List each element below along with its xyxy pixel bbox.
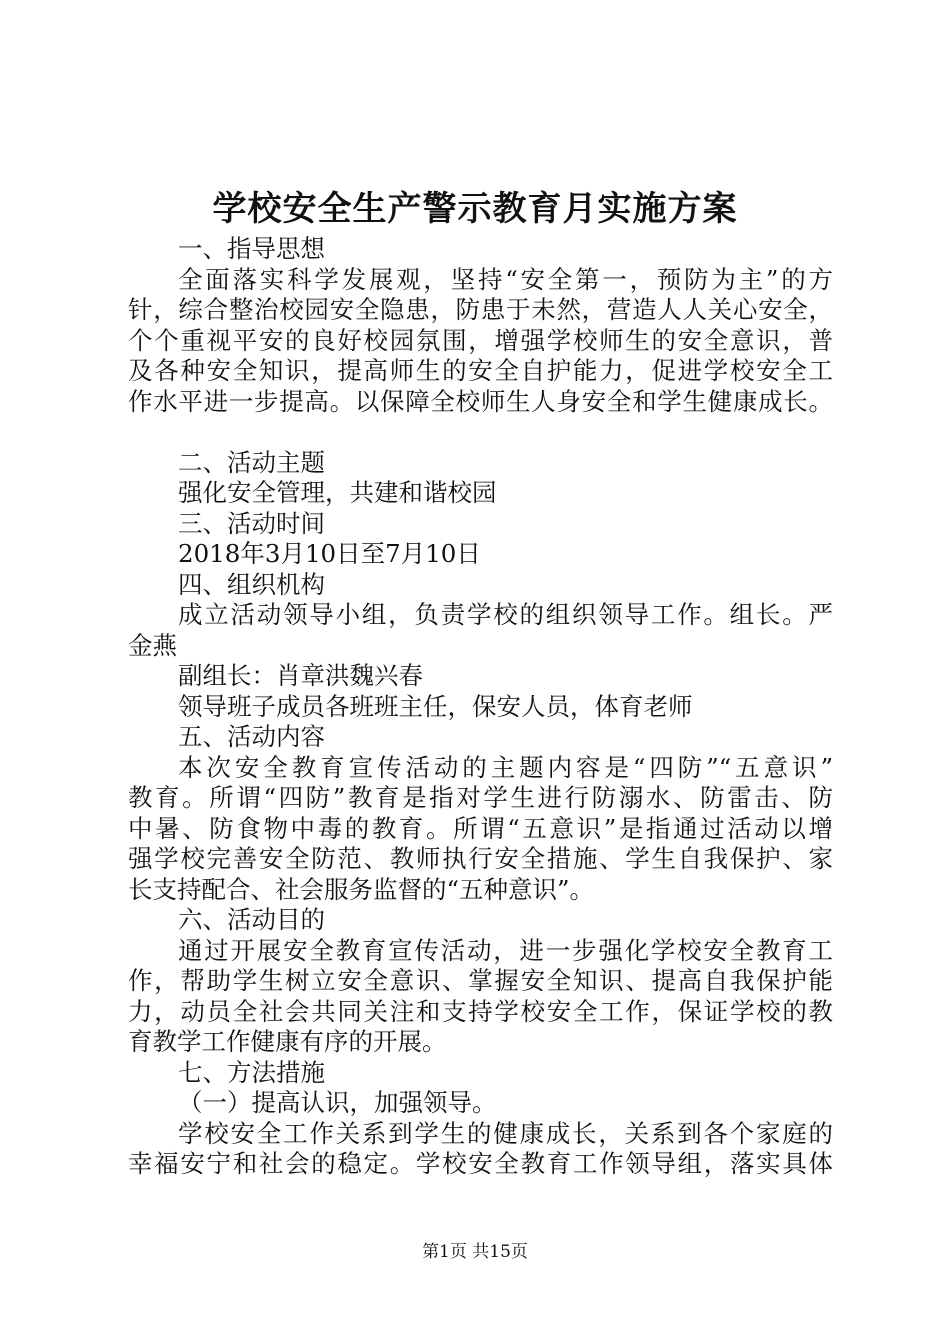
paragraph-line: 幸福安宁和社会的稳定。学校安全教育工作领导组，落实具体 xyxy=(128,1149,833,1178)
page-number: 第1页 共15页 xyxy=(422,1242,528,1262)
paragraph-line: 强化安全管理，共建和谐校园 xyxy=(178,478,497,507)
paragraph-line: 教育。所谓“四防”教育是指对学生进行防溺水、防雷击、防 xyxy=(128,783,833,812)
document-body xyxy=(128,234,833,1180)
section-heading-methods: 七、方法措施 xyxy=(178,1057,325,1087)
document-title: 学校安全生产警示教育月实施方案 xyxy=(212,189,738,229)
section-heading-organization: 四、组织机构 xyxy=(178,569,325,599)
paragraph-line: 长支持配合、社会服务监督的“五种意识”。 xyxy=(128,874,595,904)
paragraph-line: 领导班子成员各班班主任，保安人员，体育老师 xyxy=(178,691,693,721)
paragraph-line: 学校安全工作关系到学生的健康成长，关系到各个家庭的 xyxy=(178,1118,833,1148)
section-heading-activity-content: 五、活动内容 xyxy=(178,722,325,751)
section-heading-activity-purpose: 六、活动目的 xyxy=(178,905,325,934)
subsection-heading: （一）提高认识，加强领导。 xyxy=(178,1088,497,1117)
blank-line xyxy=(128,417,833,448)
paragraph-line: 通过开展安全教育宣传活动，进一步强化学校安全教育工 xyxy=(178,935,833,965)
paragraph-line: 金燕 xyxy=(128,630,177,660)
paragraph-line: 个个重视平安的良好校园氛围，增强学校师生的安全意识，普 xyxy=(128,325,833,355)
section-heading-activity-theme: 二、活动主题 xyxy=(178,447,325,477)
paragraph-line: 及各种安全知识，提高师生的安全自护能力，促进学校安全工 xyxy=(128,356,833,385)
paragraph-line: 力，动员全社会共同关注和支持学校安全工作，保证学校的教 xyxy=(128,996,833,1026)
section-heading-activity-time: 三、活动时间 xyxy=(178,508,325,538)
paragraph-line: 本次安全教育宣传活动的主题内容是“四防”“五意识” xyxy=(178,752,833,782)
paragraph-line: 2018年3月10日至7月10日 xyxy=(178,539,481,568)
paragraph-line: 强学校完善安全防范、教师执行安全措施、学生自我保护、家 xyxy=(128,844,833,873)
paragraph-line: 作，帮助学生树立安全意识、掌握安全知识、提高自我保护能 xyxy=(128,966,833,995)
paragraph-line: 针，综合整治校园安全隐患，防患于未然，营造人人关心安全， xyxy=(128,295,833,324)
paragraph-line: 中暑、防食物中毒的教育。所谓“五意识”是指通过活动以增 xyxy=(128,813,833,843)
paragraph-line: 作水平进一步提高。以保障全校师生人身安全和学生健康成长。 xyxy=(128,386,833,416)
paragraph-line: 副组长：肖章洪魏兴春 xyxy=(178,661,423,690)
section-heading-guiding-ideology: 一、指导思想 xyxy=(178,234,325,263)
paragraph-line: 全面落实科学发展观，坚持“安全第一，预防为主”的方 xyxy=(178,264,833,294)
paragraph-line: 成立活动领导小组，负责学校的组织领导工作。组长。严 xyxy=(178,600,833,629)
paragraph-line: 育教学工作健康有序的开展。 xyxy=(128,1027,447,1056)
